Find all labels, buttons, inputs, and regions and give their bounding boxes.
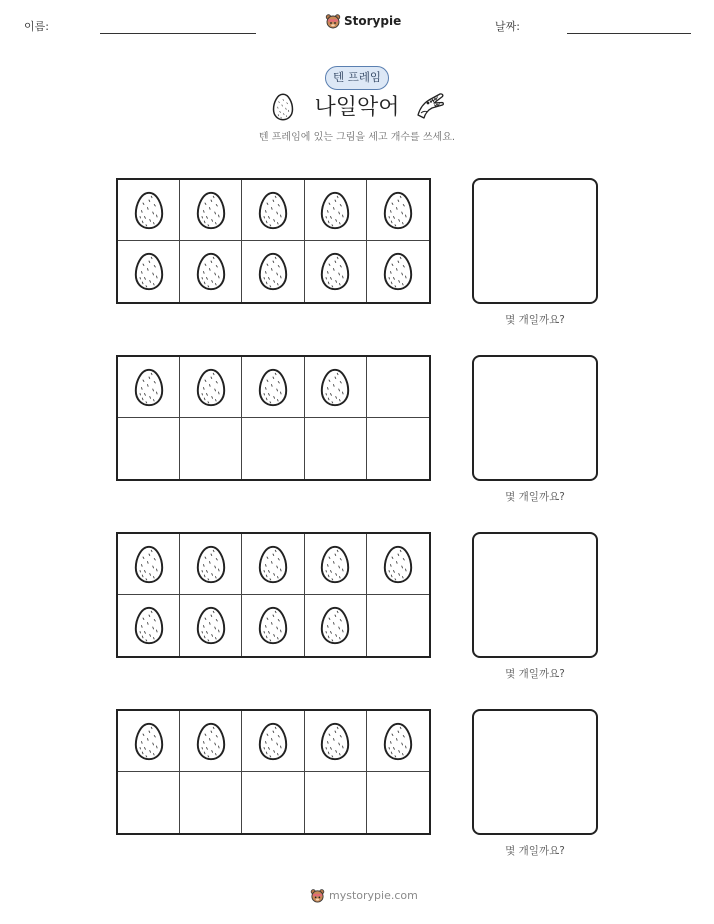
- egg-icon: [320, 722, 350, 761]
- ten-frame-cell: [305, 534, 367, 595]
- answer-box-1[interactable]: [472, 178, 598, 304]
- egg-icon: [320, 606, 350, 645]
- ten-frame-cell: [305, 772, 367, 833]
- egg-icon: [196, 191, 226, 230]
- ten-frame-cell: [180, 772, 242, 833]
- ten-frame-cell: [180, 241, 242, 302]
- footer-url: mystorypie.com: [329, 889, 418, 902]
- ten-frame-cell: [118, 180, 180, 241]
- topic-pill: 텐 프레임: [325, 66, 389, 90]
- egg-icon: [258, 252, 288, 291]
- egg-icon: [383, 191, 413, 230]
- question-label-2: 몇 개일까요?: [505, 491, 565, 503]
- ten-frame-cell: [305, 241, 367, 302]
- egg-icon: [196, 545, 226, 584]
- answer-box-4[interactable]: [472, 709, 598, 835]
- ten-frame-cell: [367, 180, 429, 241]
- ten-frame-cell: [242, 180, 304, 241]
- egg-icon: [134, 606, 164, 645]
- egg-icon: [134, 545, 164, 584]
- ten-frame-cell: [305, 418, 367, 479]
- ten-frame-3: [116, 532, 431, 658]
- egg-icon: [258, 545, 288, 584]
- question-label-4: 몇 개일까요?: [505, 845, 565, 857]
- name-line[interactable]: [100, 33, 256, 34]
- bear-mascot-icon: [325, 13, 341, 29]
- crocodile-icon: [415, 91, 445, 121]
- egg-icon: [196, 722, 226, 761]
- ten-frame-cell: [118, 772, 180, 833]
- egg-icon: [134, 191, 164, 230]
- ten-frame-cell: [118, 595, 180, 656]
- ten-frame-1: [116, 178, 431, 304]
- egg-icon: [258, 606, 288, 645]
- question-label-3: 몇 개일까요?: [505, 668, 565, 680]
- ten-frame-cell: [242, 772, 304, 833]
- storypie-logo: [325, 13, 401, 29]
- ten-frame-cell: [242, 357, 304, 418]
- egg-icon: [258, 722, 288, 761]
- egg-icon: [196, 368, 226, 407]
- ten-frame-cell: [242, 241, 304, 302]
- name-label: 이름:: [24, 20, 49, 33]
- worksheet-title: 나일악어: [314, 95, 400, 120]
- ten-frame-cell: [367, 241, 429, 302]
- ten-frame-cell: [305, 357, 367, 418]
- egg-icon: [320, 545, 350, 584]
- footer: [310, 888, 418, 903]
- ten-frame-cell: [367, 357, 429, 418]
- egg-icon: [258, 368, 288, 407]
- ten-frame-cell: [367, 595, 429, 656]
- ten-frame-cell: [180, 418, 242, 479]
- date-label: 날짜:: [495, 20, 520, 33]
- egg-icon: [383, 545, 413, 584]
- ten-frame-cell: [367, 711, 429, 772]
- ten-frame-cell: [242, 418, 304, 479]
- ten-frame-cell: [242, 534, 304, 595]
- ten-frame-cell: [180, 357, 242, 418]
- answer-box-3[interactable]: [472, 532, 598, 658]
- egg-icon: [320, 368, 350, 407]
- date-line[interactable]: [567, 33, 691, 34]
- egg-icon: [134, 722, 164, 761]
- ten-frame-cell: [118, 357, 180, 418]
- egg-icon: [383, 252, 413, 291]
- ten-frame-cell: [305, 711, 367, 772]
- instruction-text: 텐 프레임에 있는 그림을 세고 개수를 쓰세요.: [258, 132, 456, 143]
- egg-icon: [320, 252, 350, 291]
- ten-frame-cell: [305, 180, 367, 241]
- ten-frame-cell: [367, 772, 429, 833]
- egg-icon: [320, 191, 350, 230]
- egg-icon: [134, 368, 164, 407]
- ten-frame-cell: [180, 595, 242, 656]
- ten-frame-cell: [367, 534, 429, 595]
- question-label-1: 몇 개일까요?: [505, 314, 565, 326]
- ten-frame-cell: [305, 595, 367, 656]
- egg-icon: [134, 252, 164, 291]
- egg-icon: [258, 191, 288, 230]
- egg-icon: [196, 606, 226, 645]
- ten-frame-cell: [118, 534, 180, 595]
- egg-icon: [196, 252, 226, 291]
- ten-frame-cell: [242, 711, 304, 772]
- answer-box-2[interactable]: [472, 355, 598, 481]
- ten-frame-cell: [180, 180, 242, 241]
- brand-name: Storypie: [344, 14, 402, 28]
- ten-frame-cell: [118, 711, 180, 772]
- ten-frame-4: [116, 709, 431, 835]
- ten-frame-cell: [367, 418, 429, 479]
- ten-frame-cell: [118, 241, 180, 302]
- ten-frame-cell: [180, 711, 242, 772]
- ten-frame-cell: [118, 418, 180, 479]
- egg-icon: [383, 722, 413, 761]
- bear-mascot-icon: [310, 888, 325, 903]
- ten-frame-cell: [242, 595, 304, 656]
- ten-frame-2: [116, 355, 431, 481]
- ten-frame-cell: [180, 534, 242, 595]
